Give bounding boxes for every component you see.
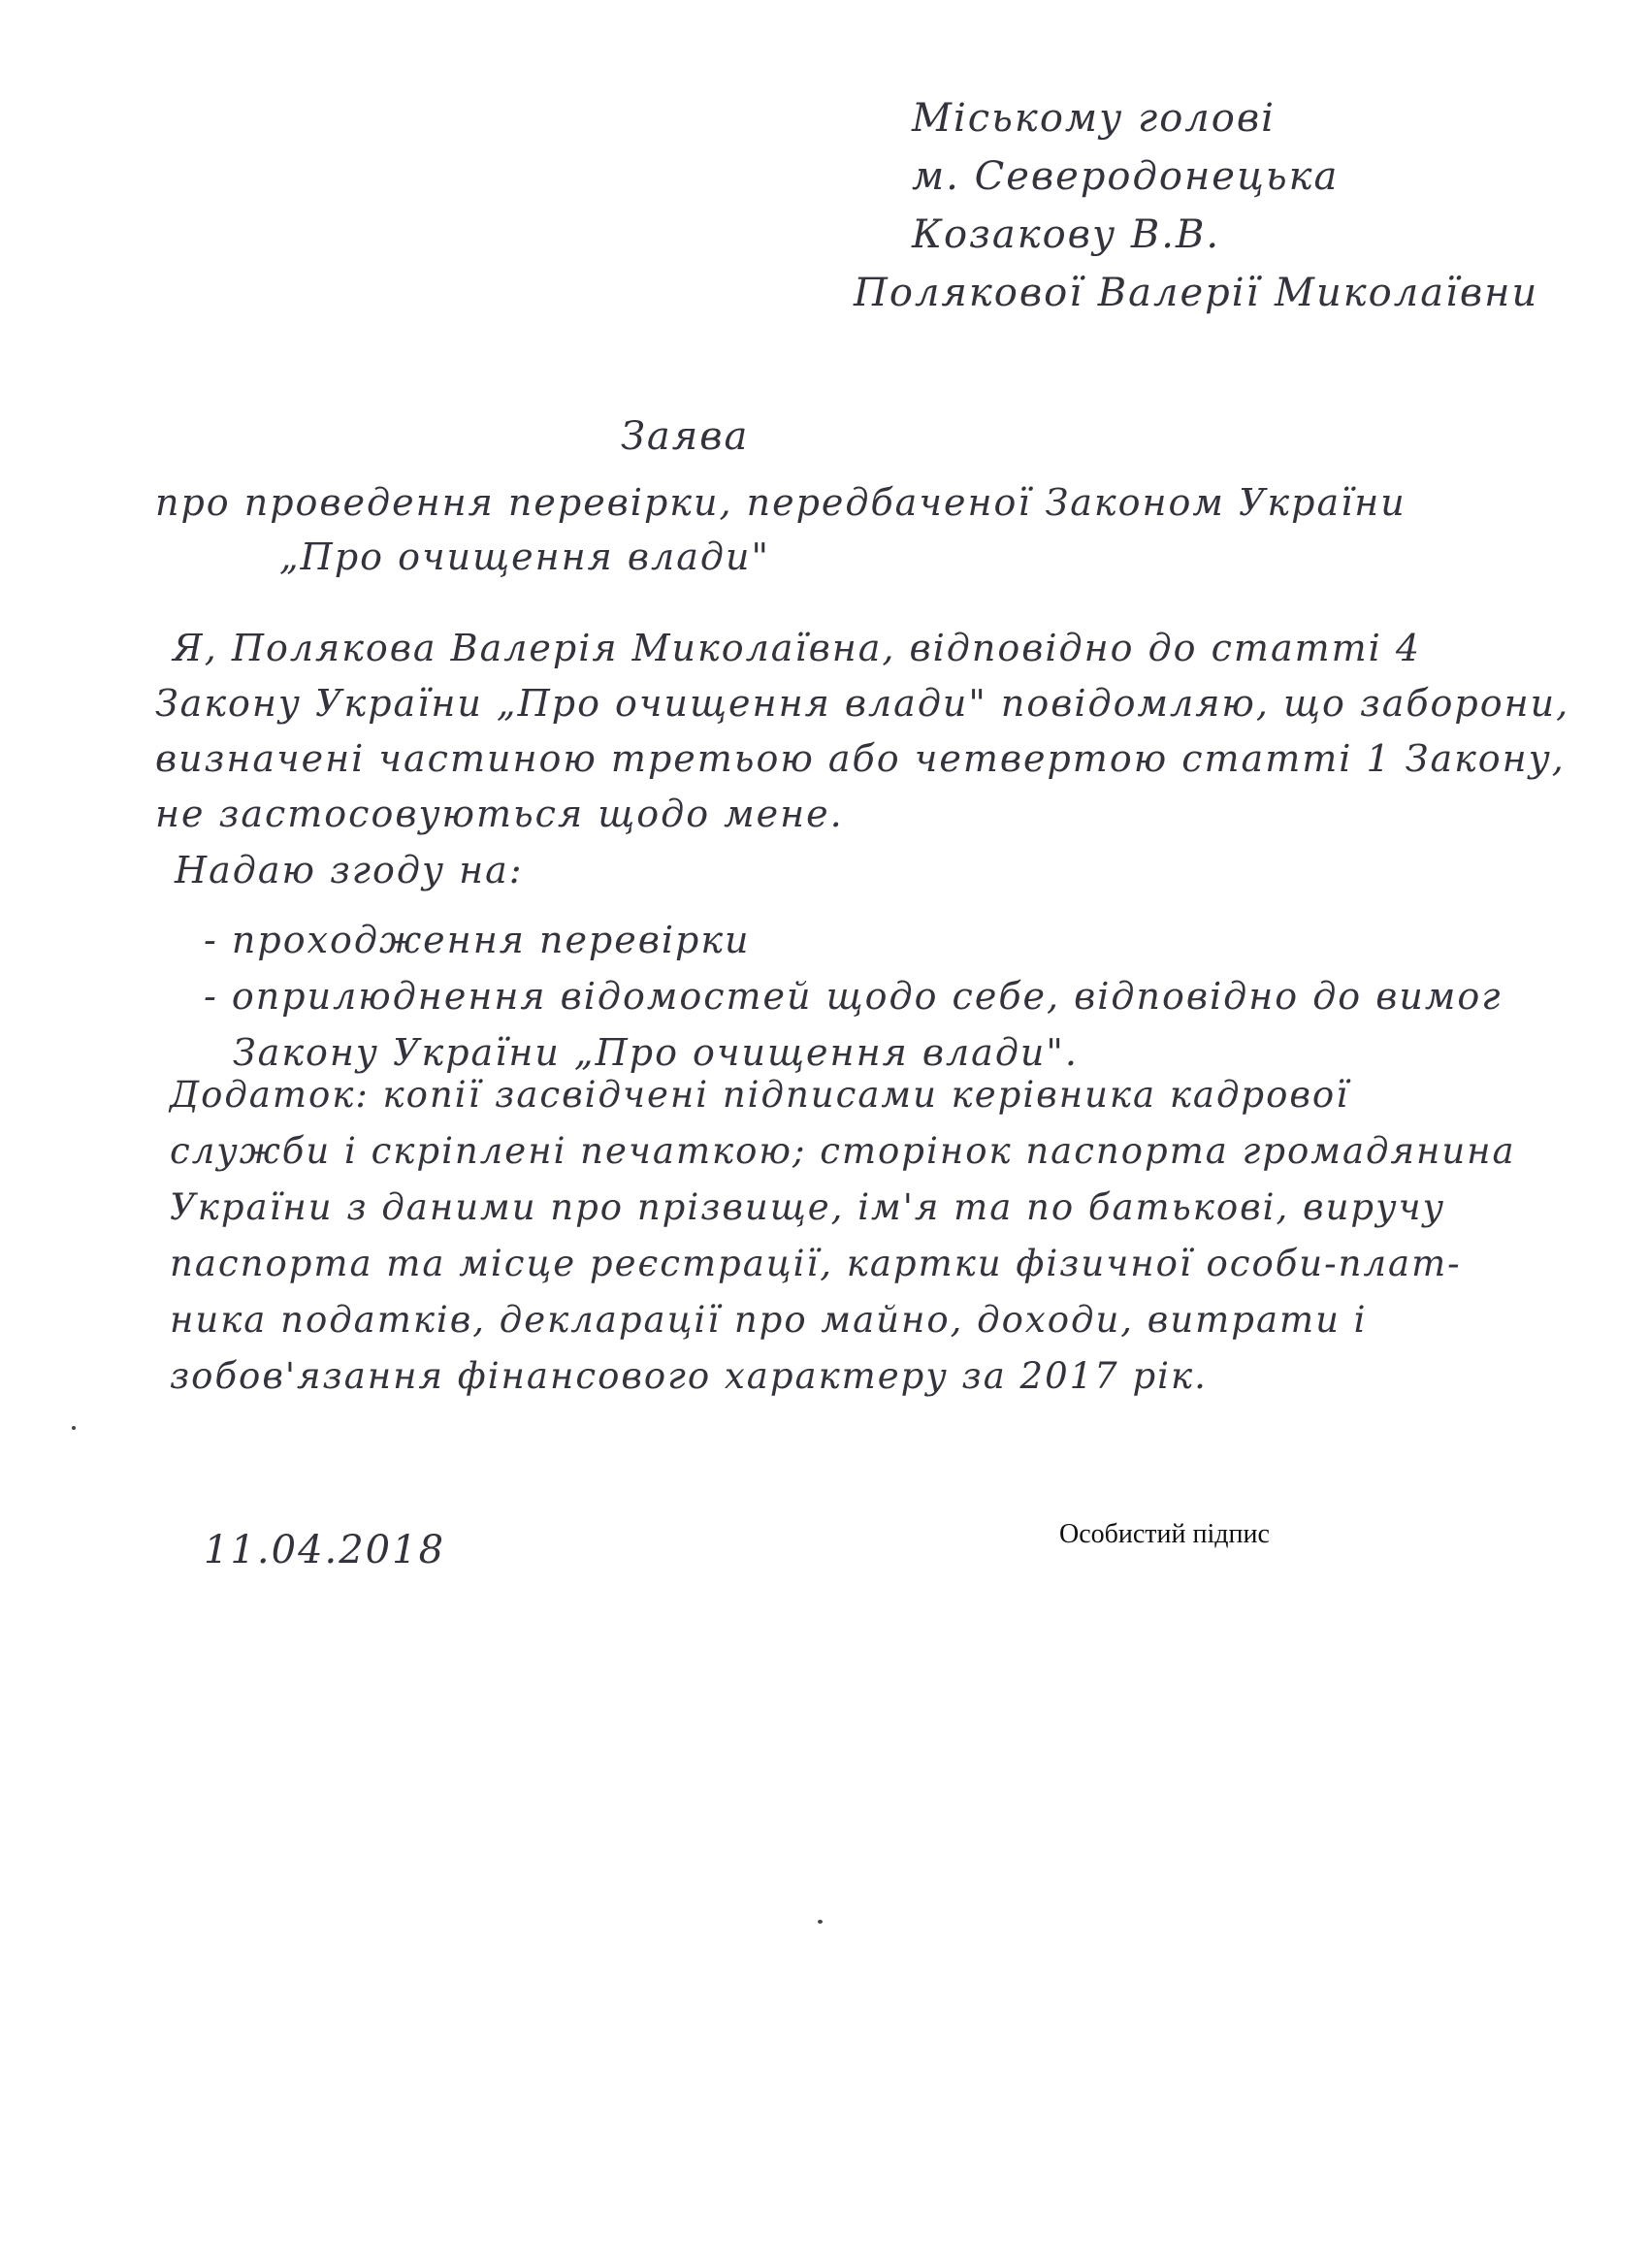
attachment-line-5: ника податків, декларації про майно, доходи, витрати і [170,1299,1368,1341]
statement-line-2: Закону України „Про очищення влади" повідомляю, що заборони, [155,682,1570,725]
document-subtitle [155,475,1513,584]
attachment-line-6: зобов'язання фінансового характеру за 2017 рік. [170,1355,1208,1397]
document-date: 11.04.2018 [204,1528,446,1572]
subtitle-line-2: „Про очищення влади" [279,535,770,578]
addressee-line-4: Полякової Валерії Миколаївни [854,271,1539,315]
scan-speck [72,1426,76,1430]
signature-label: Особистий підпис [1059,1519,1270,1549]
attachment-line-1: Додаток: копії засвідчені підписами керівника кадрової [170,1074,1350,1116]
statement-line-3: визначені частиною третьою або четвертою статті 1 Закону, [155,737,1566,780]
document-title: Заява [621,414,750,459]
attachment-line-2: служби і скріплені печаткою; сторінок паспорта громадянина [170,1130,1516,1172]
statement-line-4: не застосовуються щодо мене. [155,793,844,835]
statement-line-1: Я, Полякова Валерія Миколаївна, відповідно до статті 4 [173,627,1422,669]
attachment-line-3: України з даними про прізвище, ім'я та по батькові, виручу [170,1186,1446,1228]
consent-item-2: - оприлюднення відомостей щодо себе, відповідно до вимог [204,975,1503,1018]
consent-heading: Надаю згоду на: [175,849,524,891]
addressee-line-1: Міському голові [912,96,1276,141]
scan-speck [818,1920,823,1924]
consent-block [175,842,1533,1081]
attachment-line-4: паспорта та місце реєстрації, картки фізичної особи-плат- [170,1243,1462,1284]
addressee-line-3: Козакову В.В. [912,212,1221,257]
consent-item-2-continued: Закону України „Про очищення влади". [233,1031,1079,1074]
addressee-block [854,89,1610,322]
consent-item-1: - проходження перевірки [204,919,751,961]
addressee-line-2: м. Северодонецька [912,154,1340,199]
attachment-paragraph [170,1067,1547,1405]
statement-paragraph [155,621,1570,842]
subtitle-line-1: про проведення перевірки, передбаченої Законом України [155,481,1406,524]
